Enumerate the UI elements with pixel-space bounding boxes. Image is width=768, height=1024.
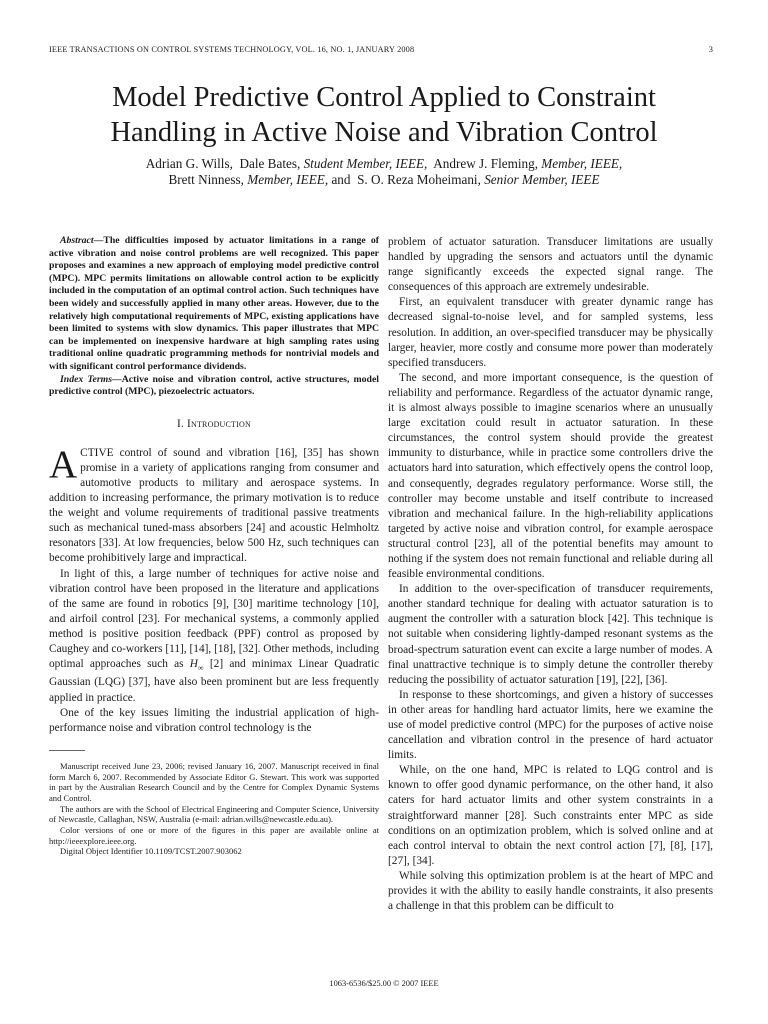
- intro-paragraph-2-text-a: In light of this, a large number of techniques for active noise and vibration control have been proposed in the literature and applications of the same are found in robotics [9], [30] maritime technology [10], and airfoil control [23]. For mechanical systems, a commonly applied method is positive position feedback (PPF) control as proposed by Caughey and co-workers [11], [14], [18], [32]. Other methods, including optimal approaches such as: [49, 567, 379, 671]
- author-row-2: [30, 172, 738, 188]
- intro-paragraph-3: One of the key issues limiting the industrial application of high-performance noise and vibration control technology is the: [49, 706, 379, 734]
- abstract-dash: —: [93, 235, 104, 246]
- index-terms-dash: —: [112, 373, 122, 385]
- title-line-1: Model Predictive Control Applied to Constraint: [112, 82, 656, 113]
- footnote-divider: [49, 750, 85, 751]
- abstract-body: The difficulties imposed by actuator limitations in a range of active vibration and noise control problems are well recognized. This paper proposes and examines a new approach of employing model predictive control (MPC). MPC permits limitations on allowable control action to be explicitly included in the computation of an optimal control action. Such techniques have been widely and successfully applied in many other areas. However, due to the relatively high computational requirements of MPC, existing applications have been limited to systems with slow dynamics. This paper illustrates that MPC can be implemented on inexpensive hardware at high sampling rates using traditional online quadratic programming methods for nontrivial models and with significant control performance dividends.: [49, 235, 379, 372]
- author-name: Adrian G. Wills,: [145, 156, 233, 171]
- page-number: 3: [708, 45, 713, 54]
- paper-title: [30, 80, 738, 150]
- index-terms-body: Active noise and vibration control, active structures, model predictive control (MPC), piezoelectric actuators.: [49, 373, 380, 398]
- footnote-affiliation: The authors are with the School of Electrical Engineering and Computer Science, University of Newcastle, Callaghan, NSW, Australia (e-mail: adrian.wills@newcastle.edu.au).: [49, 803, 379, 825]
- footnote-doi: Digital Object Identifier 10.1109/TCST.2007.903062: [60, 846, 242, 857]
- intro-paragraph-2: [49, 567, 379, 706]
- footnotes: [49, 761, 379, 857]
- index-terms: [49, 374, 379, 399]
- h-infinity-symbol: H: [189, 658, 198, 671]
- author-name: S. O. Reza Moheimani,: [357, 172, 481, 187]
- body-paragraph: While, on the one hand, MPC is related to LQG control and is known to offer good dynamic performance, on the other hand, it also caters for hard actuator limits and other system constraints in a straightforward manner [28]. Such constraints enter MPC as side conditions on an optimization problem, which is solved online and at each control interval to obtain the next control action [7], [8], [17], [27], [34].: [388, 764, 713, 867]
- copyright-footer: 1063-6536/$25.00 © 2007 IEEE: [329, 979, 439, 988]
- running-head: [49, 45, 713, 54]
- author-name: Andrew J. Fleming,: [433, 156, 538, 171]
- section-heading: I. Introduction: [177, 417, 251, 430]
- h-infinity-subscript: ∞: [197, 663, 204, 673]
- body-paragraph: First, an equivalent transducer with greater dynamic range has decreased signal-to-noise level, and for sampled systems, less resolution. In addition, an over-specified transducer may be physically larger, heavier, more costly and consume more power than moderately specified transducers.: [388, 296, 713, 369]
- title-line-2: Handling in Active Noise and Vibration Control: [110, 117, 658, 148]
- body-paragraph: While solving this optimization problem is at the heart of MPC and provides it with the ability to easily handle constraints, it also presents a challenge in that this problem can be difficult to: [388, 869, 713, 913]
- footnote-manuscript: Manuscript received June 23, 2006; revised January 16, 2007. Manuscript received in final form March 6, 2007. Recommended by Associate Editor G. Stewart. This work was supported in part by the Australian Research Council and by the Centre for Complex Dynamic Systems and Control.: [49, 760, 379, 803]
- body-paragraph: In addition to the over-specification of transducer requirements, another standard technique for dealing with actuator saturation is to augment the controller with a saturation block [42]. This technique is not suitable when considering lightly-damped resonant systems as the broad-spectrum saturation event can excite a large number of modes. A final unattractive technique is to simply detune the controller thereby reducing the possibility of actuator saturation [19], [22], [36].: [388, 583, 713, 686]
- drop-cap: A: [49, 442, 78, 486]
- author-membership: Student Member, IEEE,: [303, 156, 428, 171]
- abstract-label: Abstract: [60, 235, 94, 246]
- intro-paragraph-1: [49, 442, 379, 567]
- intro-paragraph-2-text-b: [2] and minimax Linear Quadratic Gaussian (LQG) [37], have also been prominent but are less frequently applied in practice.: [49, 658, 380, 704]
- author-membership: Member, IEEE,: [247, 172, 329, 187]
- body-paragraph: In response to these shortcomings, and given a history of successes in other areas for handling hard actuator limits, here we examine the use of model predictive control (MPC) for the purposes of active noise cancellation and vibration control in the presence of hard actuator limits.: [388, 688, 713, 762]
- author-membership: Member, IEEE,: [541, 156, 623, 171]
- author-conjunction: and: [331, 172, 351, 187]
- author-row-1: [30, 156, 738, 172]
- author-name: Dale Bates,: [239, 156, 301, 171]
- body-paragraph: problem of actuator saturation. Transducer limitations are usually handled by upgrading the sensors and actuators until the dynamic range significantly exceeds the expected signal range. The consequences of this approach are extremely undesirable.: [388, 236, 713, 294]
- intro-paragraph-1-text: CTIVE control of sound and vibration [16], [35] has shown promise in a variety of applications ranging from consumer and automotive products to military and aerospace systems. In addition to increasing performance, the primary motivation is to reduce the weight and volume requirements of traditional passive treatments such as mechanical tuned-mass absorbers [24] and acoustic Helmholtz resonators [33]. At low frequencies, below 500 Hz, such techniques can become prohibitively large and impractical.: [49, 446, 379, 565]
- index-terms-label: Index Terms: [60, 373, 113, 385]
- author-name: Brett Ninness,: [168, 172, 244, 187]
- body-paragraph: The second, and more important consequence, is the question of reliability and performance. Regardless of the actuator dynamic range, it is almost always possible to imagine scenarios where an unusually large excitation could result in actuator saturation. In these circumstances, the control system should provide the greatest immunity to disturbance, while in practice some controllers drive the actuators hard into saturation, which effectively opens the control loop, and consequently, degrades regulatory performance. Worse still, the controller may become unstable and itself contribute to increased vibration and mechanical failure. In the high-reliability applications targeted by active noise and vibration control, for example aerospace structural control [23], all of the potential benefits may amount to nothing if the system does not remain functional and reliable during all feasible environmental conditions.: [388, 371, 713, 581]
- footnote-color-versions: Color versions of one or more of the figures in this paper are available online at http://ieeexplore.ieee.org.: [49, 825, 379, 846]
- author-membership: Senior Member, IEEE: [484, 172, 600, 187]
- abstract: [49, 235, 379, 374]
- journal-citation: IEEE TRANSACTIONS ON CONTROL SYSTEMS TECHNOLOGY, VOL. 16, NO. 1, JANUARY 2008: [49, 45, 415, 54]
- right-column: [388, 235, 713, 914]
- author-list: [30, 156, 738, 188]
- left-column: [49, 235, 379, 857]
